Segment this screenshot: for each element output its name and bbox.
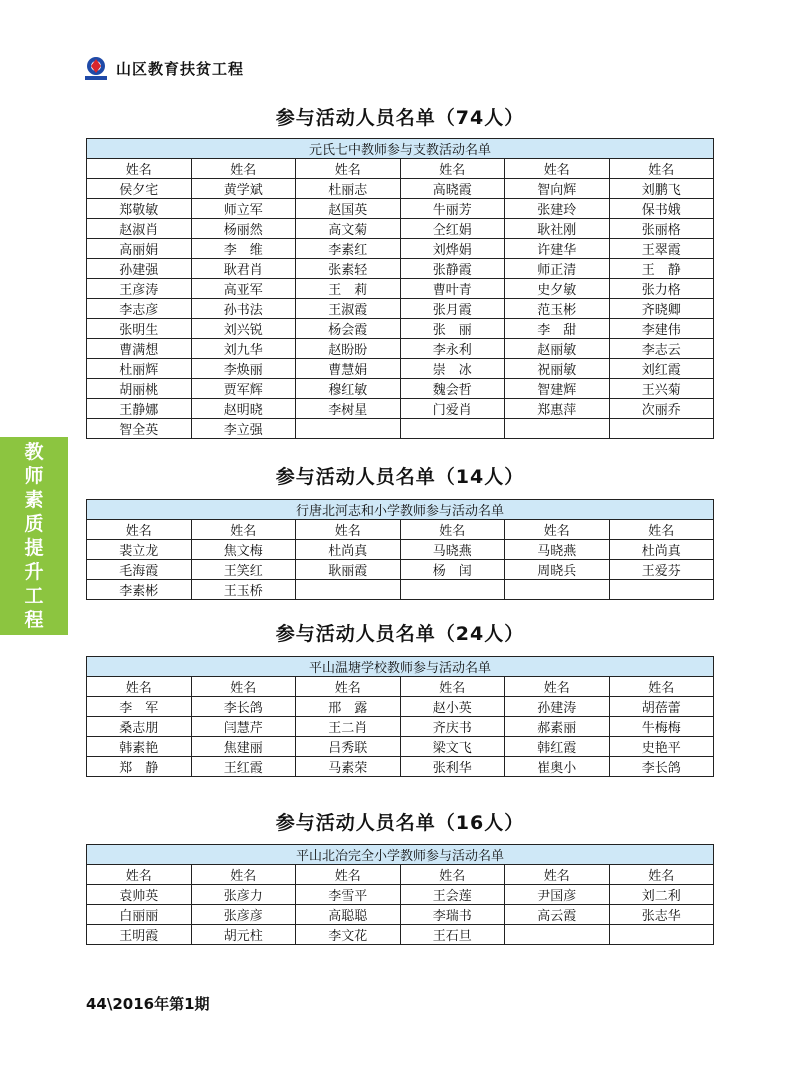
name-cell: 尹国彦 <box>505 885 610 905</box>
side-tab-char: 师 <box>24 465 44 487</box>
name-cell: 张素轻 <box>296 259 401 279</box>
name-cell: 张 丽 <box>400 319 505 339</box>
column-header: 姓名 <box>296 520 401 540</box>
column-header: 姓名 <box>87 865 192 885</box>
name-cell: 杜尚真 <box>609 540 714 560</box>
column-header: 姓名 <box>87 677 192 697</box>
name-cell: 张志华 <box>609 905 714 925</box>
section-title: 参与活动人员名单（24人） <box>275 623 525 645</box>
column-header: 姓名 <box>400 677 505 697</box>
side-tab-char: 程 <box>24 609 44 631</box>
table-caption: 行唐北河志和小学教师参与活动名单 <box>87 500 714 520</box>
name-cell: 李树星 <box>296 399 401 419</box>
name-cell <box>400 419 505 439</box>
name-cell: 郑敬敏 <box>87 199 192 219</box>
name-cell: 耿社刚 <box>505 219 610 239</box>
side-tab-char: 教 <box>24 441 44 463</box>
table-row <box>87 399 714 419</box>
name-cell: 高文菊 <box>296 219 401 239</box>
side-tab-char: 工 <box>24 585 44 607</box>
name-cell: 张建玲 <box>505 199 610 219</box>
name-cell: 杜丽志 <box>296 179 401 199</box>
name-cell: 张丽格 <box>609 219 714 239</box>
column-header: 姓名 <box>296 865 401 885</box>
roster-table <box>86 138 714 439</box>
name-cell: 李瑞书 <box>400 905 505 925</box>
name-cell: 孙书法 <box>191 299 296 319</box>
name-cell: 魏会哲 <box>400 379 505 399</box>
name-cell: 李 军 <box>87 697 192 717</box>
name-cell: 裴立龙 <box>87 540 192 560</box>
name-cell <box>505 925 610 945</box>
name-cell: 马素荣 <box>296 757 401 777</box>
table-row <box>87 259 714 279</box>
name-cell: 贾军辉 <box>191 379 296 399</box>
column-header: 姓名 <box>87 520 192 540</box>
name-cell: 王翠霞 <box>609 239 714 259</box>
name-cell: 赵国英 <box>296 199 401 219</box>
name-cell <box>296 419 401 439</box>
logo-icon <box>82 55 110 81</box>
name-cell: 郑惠萍 <box>505 399 610 419</box>
section-title: 参与活动人员名单（14人） <box>275 466 525 488</box>
name-cell: 王石旦 <box>400 925 505 945</box>
name-cell: 焦文梅 <box>191 540 296 560</box>
name-cell: 赵盼盼 <box>296 339 401 359</box>
name-cell: 赵淑肖 <box>87 219 192 239</box>
name-cell: 王红霞 <box>191 757 296 777</box>
column-header: 姓名 <box>191 159 296 179</box>
name-cell: 王明霞 <box>87 925 192 945</box>
name-cell: 韩素艳 <box>87 737 192 757</box>
name-cell: 王 静 <box>609 259 714 279</box>
table-row <box>87 925 714 945</box>
table-caption-row <box>87 139 714 159</box>
column-header: 姓名 <box>400 520 505 540</box>
name-cell: 张力格 <box>609 279 714 299</box>
name-cell: 门爱肖 <box>400 399 505 419</box>
name-cell: 李长鸽 <box>609 757 714 777</box>
column-header: 姓名 <box>296 677 401 697</box>
name-cell: 杜尚真 <box>296 540 401 560</box>
name-cell: 王会莲 <box>400 885 505 905</box>
name-cell: 桑志朋 <box>87 717 192 737</box>
name-cell: 祝丽敏 <box>505 359 610 379</box>
table-row <box>87 905 714 925</box>
name-cell: 郑 静 <box>87 757 192 777</box>
name-cell: 王 莉 <box>296 279 401 299</box>
column-header: 姓名 <box>609 865 714 885</box>
name-cell: 高丽娟 <box>87 239 192 259</box>
table-header-row <box>87 520 714 540</box>
name-cell: 李文花 <box>296 925 401 945</box>
name-cell: 齐晓卿 <box>609 299 714 319</box>
name-cell: 曹满想 <box>87 339 192 359</box>
name-cell: 李立强 <box>191 419 296 439</box>
name-cell: 张彦彦 <box>191 905 296 925</box>
name-cell: 曹慧娟 <box>296 359 401 379</box>
name-cell: 耿丽霞 <box>296 560 401 580</box>
name-cell: 胡元柱 <box>191 925 296 945</box>
table-caption: 元氏七中教师参与支教活动名单 <box>87 139 714 159</box>
name-cell: 王淑霞 <box>296 299 401 319</box>
column-header: 姓名 <box>191 677 296 697</box>
name-cell: 李 甜 <box>505 319 610 339</box>
name-cell <box>609 580 714 600</box>
table-row <box>87 419 714 439</box>
name-cell: 刘九华 <box>191 339 296 359</box>
name-cell: 李雪平 <box>296 885 401 905</box>
table-row <box>87 339 714 359</box>
name-cell: 刘红霞 <box>609 359 714 379</box>
name-cell: 张利华 <box>400 757 505 777</box>
name-cell: 刘兴锐 <box>191 319 296 339</box>
name-cell: 杨丽然 <box>191 219 296 239</box>
column-header: 姓名 <box>609 159 714 179</box>
side-tab-char: 提 <box>24 537 44 559</box>
side-tab-char: 素 <box>24 489 44 511</box>
name-cell: 胡蓓蕾 <box>609 697 714 717</box>
name-cell: 智建辉 <box>505 379 610 399</box>
name-cell: 吕秀联 <box>296 737 401 757</box>
name-cell: 师正清 <box>505 259 610 279</box>
name-cell: 次丽乔 <box>609 399 714 419</box>
name-cell <box>609 925 714 945</box>
name-cell: 闫慧芹 <box>191 717 296 737</box>
name-cell: 孙建涛 <box>505 697 610 717</box>
column-header: 姓名 <box>400 159 505 179</box>
name-cell: 王笑红 <box>191 560 296 580</box>
name-cell: 侯夕宅 <box>87 179 192 199</box>
column-header: 姓名 <box>609 677 714 697</box>
name-cell: 史夕敏 <box>505 279 610 299</box>
side-tab-char: 升 <box>24 561 44 583</box>
name-cell: 杜丽辉 <box>87 359 192 379</box>
table-caption-row <box>87 657 714 677</box>
roster-table <box>86 499 714 600</box>
name-cell <box>400 580 505 600</box>
name-cell: 马晓燕 <box>400 540 505 560</box>
name-cell: 杨会霞 <box>296 319 401 339</box>
name-cell: 李 维 <box>191 239 296 259</box>
page-footer: 44\2016年第1期 <box>86 995 210 1013</box>
name-cell: 赵明晓 <box>191 399 296 419</box>
name-cell: 梁文飞 <box>400 737 505 757</box>
name-cell: 赵小英 <box>400 697 505 717</box>
column-header: 姓名 <box>400 865 505 885</box>
name-cell: 仝红娟 <box>400 219 505 239</box>
name-cell: 高聪聪 <box>296 905 401 925</box>
header-title: 山区教育扶贫工程 <box>116 59 245 78</box>
table-row <box>87 580 714 600</box>
name-cell <box>505 419 610 439</box>
name-cell: 白丽丽 <box>87 905 192 925</box>
column-header: 姓名 <box>87 159 192 179</box>
name-cell: 智向辉 <box>505 179 610 199</box>
side-tab-char: 质 <box>24 513 44 535</box>
column-header: 姓名 <box>191 865 296 885</box>
name-cell: 王二肖 <box>296 717 401 737</box>
name-cell: 焦建丽 <box>191 737 296 757</box>
name-cell: 高晓霞 <box>400 179 505 199</box>
name-cell: 师立军 <box>191 199 296 219</box>
name-cell: 保书娥 <box>609 199 714 219</box>
name-cell: 李志彦 <box>87 299 192 319</box>
name-cell: 李长鸽 <box>191 697 296 717</box>
name-cell: 李素红 <box>296 239 401 259</box>
table-header-row <box>87 159 714 179</box>
name-cell: 郝素丽 <box>505 717 610 737</box>
name-cell: 毛海霞 <box>87 560 192 580</box>
name-cell: 周晓兵 <box>505 560 610 580</box>
name-cell: 牛丽芳 <box>400 199 505 219</box>
table-row <box>87 885 714 905</box>
name-cell: 崔奥小 <box>505 757 610 777</box>
table-row <box>87 697 714 717</box>
table-row <box>87 319 714 339</box>
name-cell: 赵丽敏 <box>505 339 610 359</box>
table-row <box>87 219 714 239</box>
table-row <box>87 757 714 777</box>
name-cell: 张静霞 <box>400 259 505 279</box>
section-title: 参与活动人员名单（74人） <box>275 107 525 129</box>
name-cell: 王彦涛 <box>87 279 192 299</box>
name-cell: 史艳平 <box>609 737 714 757</box>
name-cell: 崇 冰 <box>400 359 505 379</box>
name-cell: 张明生 <box>87 319 192 339</box>
table-row <box>87 379 714 399</box>
table-header-row <box>87 865 714 885</box>
name-cell: 李永利 <box>400 339 505 359</box>
name-cell: 杨 闰 <box>400 560 505 580</box>
name-cell: 王兴菊 <box>609 379 714 399</box>
name-cell: 智全英 <box>87 419 192 439</box>
name-cell: 李志云 <box>609 339 714 359</box>
name-cell: 李焕丽 <box>191 359 296 379</box>
name-cell: 孙建强 <box>87 259 192 279</box>
roster-table <box>86 844 714 945</box>
column-header: 姓名 <box>505 865 610 885</box>
column-header: 姓名 <box>296 159 401 179</box>
name-cell: 王静娜 <box>87 399 192 419</box>
column-header: 姓名 <box>505 159 610 179</box>
name-cell: 王玉桥 <box>191 580 296 600</box>
table-caption-row <box>87 845 714 865</box>
name-cell <box>296 580 401 600</box>
name-cell: 刘烨娟 <box>400 239 505 259</box>
column-header: 姓名 <box>609 520 714 540</box>
name-cell: 袁帅英 <box>87 885 192 905</box>
name-cell: 耿君肖 <box>191 259 296 279</box>
name-cell: 张月霞 <box>400 299 505 319</box>
name-cell: 刘鹏飞 <box>609 179 714 199</box>
table-caption: 平山北冶完全小学教师参与活动名单 <box>87 845 714 865</box>
name-cell: 刘二利 <box>609 885 714 905</box>
name-cell: 韩红霞 <box>505 737 610 757</box>
table-caption-row <box>87 500 714 520</box>
table-row <box>87 717 714 737</box>
table-row <box>87 239 714 259</box>
name-cell: 齐庆书 <box>400 717 505 737</box>
name-cell: 李建伟 <box>609 319 714 339</box>
name-cell: 王爱芬 <box>609 560 714 580</box>
name-cell: 邢 露 <box>296 697 401 717</box>
name-cell: 马晓燕 <box>505 540 610 560</box>
table-row <box>87 560 714 580</box>
column-header: 姓名 <box>505 677 610 697</box>
section-title: 参与活动人员名单（16人） <box>275 812 525 834</box>
roster-table <box>86 656 714 777</box>
name-cell: 牛梅梅 <box>609 717 714 737</box>
table-caption: 平山温塘学校教师参与活动名单 <box>87 657 714 677</box>
name-cell <box>505 580 610 600</box>
table-row <box>87 299 714 319</box>
name-cell: 胡丽桃 <box>87 379 192 399</box>
table-row <box>87 279 714 299</box>
page-header <box>82 54 244 82</box>
name-cell: 张彦力 <box>191 885 296 905</box>
name-cell: 李素彬 <box>87 580 192 600</box>
table-row <box>87 737 714 757</box>
name-cell: 高亚军 <box>191 279 296 299</box>
table-row <box>87 540 714 560</box>
name-cell: 曹叶青 <box>400 279 505 299</box>
table-row <box>87 179 714 199</box>
name-cell: 黄学斌 <box>191 179 296 199</box>
name-cell: 范玉彬 <box>505 299 610 319</box>
table-row <box>87 359 714 379</box>
table-row <box>87 199 714 219</box>
name-cell <box>609 419 714 439</box>
column-header: 姓名 <box>505 520 610 540</box>
name-cell: 穆红敏 <box>296 379 401 399</box>
name-cell: 许建华 <box>505 239 610 259</box>
name-cell: 高云霞 <box>505 905 610 925</box>
table-header-row <box>87 677 714 697</box>
column-header: 姓名 <box>191 520 296 540</box>
